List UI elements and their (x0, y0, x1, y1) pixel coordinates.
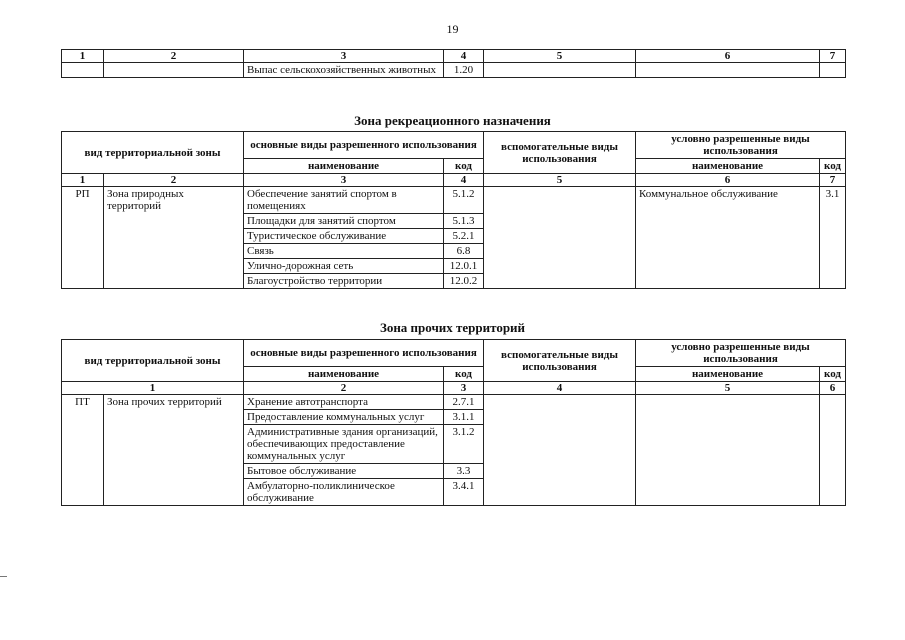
page-number: 19 (446, 22, 459, 36)
use-code: 1.20 (444, 63, 484, 78)
use-code: 3.1.1 (444, 410, 484, 425)
empty-cell (62, 63, 104, 78)
col-number: 7 (820, 174, 846, 187)
use-name: Обеспечение занятий спортом в помещениях (244, 187, 444, 214)
use-code: 3.4.1 (444, 479, 484, 506)
header-name: наименование (636, 367, 820, 382)
col-number: 5 (484, 50, 636, 63)
zone-name: Зона прочих территорий (104, 395, 244, 506)
conditional-use-name: Коммунальное обслуживание (636, 187, 820, 289)
empty-cell (636, 63, 820, 78)
use-code: 3.3 (444, 464, 484, 479)
header-name: наименование (244, 367, 444, 382)
col-number: 3 (244, 174, 444, 187)
conditional-use-code (820, 395, 846, 506)
column-numbers-row (62, 174, 846, 187)
zone-code: ПТ (62, 395, 104, 506)
header-code: код (820, 367, 846, 382)
header-main-uses: основные виды разрешенного использования (244, 132, 484, 159)
table-row (62, 395, 846, 410)
conditional-use-name (636, 395, 820, 506)
empty-cell (820, 63, 846, 78)
col-number: 6 (820, 382, 846, 395)
use-name: Выпас сельскохозяйственных животных (244, 63, 444, 78)
col-number: 1 (62, 174, 104, 187)
header-aux-uses: вспомогательные виды использования (484, 132, 636, 174)
aux-uses-cell (484, 395, 636, 506)
use-code: 6.8 (444, 244, 484, 259)
use-name: Административные здания организаций, обеспечивающих предоставление коммунальных услуг (244, 425, 444, 464)
column-numbers-row (62, 50, 846, 63)
col-number: 3 (444, 382, 484, 395)
table-row (62, 63, 846, 78)
zone-code: РП (62, 187, 104, 289)
col-number: 4 (444, 50, 484, 63)
use-code: 5.1.3 (444, 214, 484, 229)
section-title-other: Зона прочих территорий (379, 320, 526, 335)
table-recreation (61, 131, 846, 289)
header-name: наименование (636, 159, 820, 174)
col-number: 4 (484, 382, 636, 395)
use-code: 5.2.1 (444, 229, 484, 244)
header-code: код (444, 159, 484, 174)
table-continued (61, 49, 846, 78)
empty-cell (104, 63, 244, 78)
empty-cell (484, 63, 636, 78)
use-name: Улично-дорожная сеть (244, 259, 444, 274)
use-code: 2.7.1 (444, 395, 484, 410)
margin-tick-mark (0, 576, 7, 577)
col-number: 2 (244, 382, 444, 395)
use-name: Бытовое обслуживание (244, 464, 444, 479)
column-numbers-row (62, 382, 846, 395)
header-code: код (820, 159, 846, 174)
col-number: 2 (104, 50, 244, 63)
col-number: 5 (484, 174, 636, 187)
col-number: 6 (636, 50, 820, 63)
header-zone-kind: вид территориальной зоны (62, 340, 244, 382)
use-code: 5.1.2 (444, 187, 484, 214)
col-number: 2 (104, 174, 244, 187)
col-number: 1 (62, 382, 244, 395)
header-conditional-uses: условно разрешенные виды использования (636, 132, 846, 159)
use-code: 12.0.2 (444, 274, 484, 289)
col-number: 3 (244, 50, 444, 63)
header-zone-kind: вид территориальной зоны (62, 132, 244, 174)
col-number: 4 (444, 174, 484, 187)
use-name: Туристическое обслуживание (244, 229, 444, 244)
use-code: 12.0.1 (444, 259, 484, 274)
use-name: Площадки для занятий спортом (244, 214, 444, 229)
table-row (62, 187, 846, 214)
header-name: наименование (244, 159, 444, 174)
col-number: 1 (62, 50, 104, 63)
header-conditional-uses: условно разрешенные виды использования (636, 340, 846, 367)
aux-uses-cell (484, 187, 636, 289)
use-name: Хранение автотранспорта (244, 395, 444, 410)
conditional-use-code: 3.1 (820, 187, 846, 289)
use-code: 3.1.2 (444, 425, 484, 464)
header-main-uses: основные виды разрешенного использования (244, 340, 484, 367)
use-name: Благоустройство территории (244, 274, 444, 289)
header-row (62, 132, 846, 159)
col-number: 5 (636, 382, 820, 395)
use-name: Предоставление коммунальных услуг (244, 410, 444, 425)
use-name: Амбулаторно-поликлиническое обслуживание (244, 479, 444, 506)
header-code: код (444, 367, 484, 382)
col-number: 7 (820, 50, 846, 63)
use-name: Связь (244, 244, 444, 259)
col-number: 6 (636, 174, 820, 187)
table-other (61, 339, 846, 506)
header-aux-uses: вспомогательные виды использования (484, 340, 636, 382)
header-row (62, 340, 846, 367)
zone-name: Зона природных территорий (104, 187, 244, 289)
section-title-recreation: Зона рекреационного назначения (354, 113, 551, 128)
